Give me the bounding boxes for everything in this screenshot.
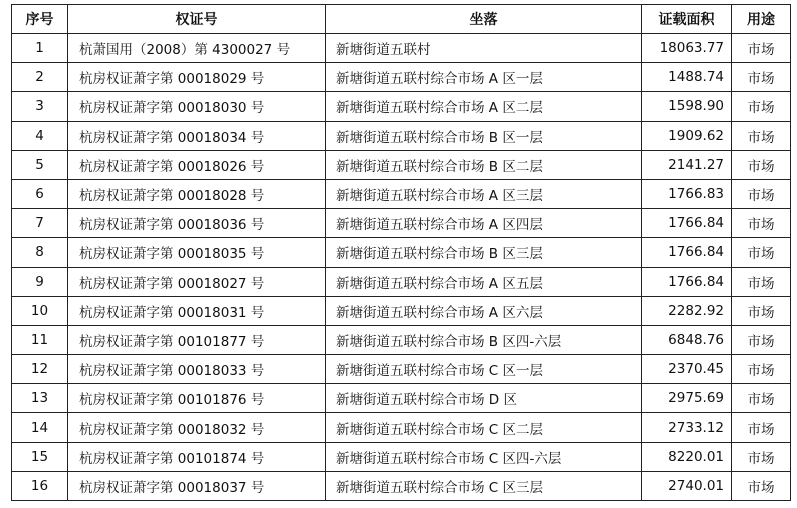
cell-cert: 杭房权证萧字第 00018028 号 xyxy=(68,179,326,208)
cell-use: 市场 xyxy=(732,413,791,442)
cell-use: 市场 xyxy=(732,63,791,92)
table-row xyxy=(12,63,791,92)
cell-no: 16 xyxy=(12,471,68,500)
cell-cert: 杭房权证萧字第 00018034 号 xyxy=(68,121,326,150)
cell-cert: 杭房权证萧字第 00018031 号 xyxy=(68,296,326,325)
table-row xyxy=(12,267,791,296)
cell-no: 13 xyxy=(12,384,68,413)
cell-no: 4 xyxy=(12,121,68,150)
table-row xyxy=(12,121,791,150)
table-body xyxy=(12,34,791,501)
cell-location: 新塘街道五联村综合市场 B 区三层 xyxy=(326,238,642,267)
cell-use: 市场 xyxy=(732,238,791,267)
cell-location: 新塘街道五联村综合市场 A 区四层 xyxy=(326,209,642,238)
cell-location: 新塘街道五联村综合市场 C 区四-六层 xyxy=(326,442,642,471)
cell-cert: 杭房权证萧字第 00018029 号 xyxy=(68,63,326,92)
table-row xyxy=(12,325,791,354)
cell-use: 市场 xyxy=(732,442,791,471)
cell-no: 7 xyxy=(12,209,68,238)
cell-no: 2 xyxy=(12,63,68,92)
cell-area: 1766.84 xyxy=(642,238,732,267)
cell-cert: 杭房权证萧字第 00018035 号 xyxy=(68,238,326,267)
cell-use: 市场 xyxy=(732,209,791,238)
cell-cert: 杭房权证萧字第 00018027 号 xyxy=(68,267,326,296)
table-row xyxy=(12,442,791,471)
cell-no: 15 xyxy=(12,442,68,471)
cell-area: 8220.01 xyxy=(642,442,732,471)
cell-use: 市场 xyxy=(732,384,791,413)
cell-area: 2370.45 xyxy=(642,355,732,384)
cell-area: 1766.84 xyxy=(642,209,732,238)
cell-no: 10 xyxy=(12,296,68,325)
table-row xyxy=(12,150,791,179)
cell-location: 新塘街道五联村综合市场 A 区二层 xyxy=(326,92,642,121)
cell-use: 市场 xyxy=(732,34,791,63)
cell-location: 新塘街道五联村综合市场 D 区 xyxy=(326,384,642,413)
cell-location: 新塘街道五联村综合市场 C 区二层 xyxy=(326,413,642,442)
table-row xyxy=(12,34,791,63)
table-row xyxy=(12,92,791,121)
cell-area: 2740.01 xyxy=(642,471,732,500)
property-certificate-table xyxy=(11,4,791,501)
cell-use: 市场 xyxy=(732,267,791,296)
cell-area: 1909.62 xyxy=(642,121,732,150)
cell-location: 新塘街道五联村综合市场 B 区四-六层 xyxy=(326,325,642,354)
cell-use: 市场 xyxy=(732,150,791,179)
cell-cert: 杭房权证萧字第 00018032 号 xyxy=(68,413,326,442)
header-no: 序号 xyxy=(12,5,68,34)
cell-location: 新塘街道五联村综合市场 A 区三层 xyxy=(326,179,642,208)
header-row xyxy=(12,5,791,34)
cell-location: 新塘街道五联村综合市场 B 区一层 xyxy=(326,121,642,150)
cell-no: 9 xyxy=(12,267,68,296)
cell-cert: 杭萧国用（2008）第 4300027 号 xyxy=(68,34,326,63)
header-use: 用途 xyxy=(732,5,791,34)
cell-location: 新塘街道五联村综合市场 C 区一层 xyxy=(326,355,642,384)
table-row xyxy=(12,471,791,500)
cell-cert: 杭房权证萧字第 00101877 号 xyxy=(68,325,326,354)
table-header xyxy=(12,5,791,34)
cell-location: 新塘街道五联村综合市场 A 区六层 xyxy=(326,296,642,325)
cell-area: 1766.83 xyxy=(642,179,732,208)
cell-area: 1598.90 xyxy=(642,92,732,121)
cell-cert: 杭房权证萧字第 00018030 号 xyxy=(68,92,326,121)
cell-cert: 杭房权证萧字第 00018033 号 xyxy=(68,355,326,384)
cell-use: 市场 xyxy=(732,121,791,150)
cell-area: 18063.77 xyxy=(642,34,732,63)
cell-location: 新塘街道五联村综合市场 B 区二层 xyxy=(326,150,642,179)
cell-no: 3 xyxy=(12,92,68,121)
table-row xyxy=(12,179,791,208)
cell-location: 新塘街道五联村综合市场 C 区三层 xyxy=(326,471,642,500)
cell-area: 6848.76 xyxy=(642,325,732,354)
cell-use: 市场 xyxy=(732,471,791,500)
cell-no: 14 xyxy=(12,413,68,442)
cell-area: 2975.69 xyxy=(642,384,732,413)
cell-use: 市场 xyxy=(732,92,791,121)
cell-cert: 杭房权证萧字第 00101876 号 xyxy=(68,384,326,413)
cell-use: 市场 xyxy=(732,325,791,354)
cell-location: 新塘街道五联村 xyxy=(326,34,642,63)
cell-no: 1 xyxy=(12,34,68,63)
cell-cert: 杭房权证萧字第 00101874 号 xyxy=(68,442,326,471)
header-cert: 权证号 xyxy=(68,5,326,34)
table-row xyxy=(12,384,791,413)
header-location: 坐落 xyxy=(326,5,642,34)
cell-no: 6 xyxy=(12,179,68,208)
table-row xyxy=(12,355,791,384)
table-row xyxy=(12,238,791,267)
cell-cert: 杭房权证萧字第 00018026 号 xyxy=(68,150,326,179)
cell-use: 市场 xyxy=(732,355,791,384)
cell-no: 8 xyxy=(12,238,68,267)
header-area: 证载面积 xyxy=(642,5,732,34)
cell-no: 12 xyxy=(12,355,68,384)
cell-use: 市场 xyxy=(732,296,791,325)
cell-area: 1488.74 xyxy=(642,63,732,92)
cell-area: 2282.92 xyxy=(642,296,732,325)
cell-area: 2733.12 xyxy=(642,413,732,442)
table-row xyxy=(12,296,791,325)
cell-location: 新塘街道五联村综合市场 A 区五层 xyxy=(326,267,642,296)
cell-no: 5 xyxy=(12,150,68,179)
cell-location: 新塘街道五联村综合市场 A 区一层 xyxy=(326,63,642,92)
cell-area: 1766.84 xyxy=(642,267,732,296)
cell-no: 11 xyxy=(12,325,68,354)
cell-area: 2141.27 xyxy=(642,150,732,179)
cell-use: 市场 xyxy=(732,179,791,208)
cell-cert: 杭房权证萧字第 00018036 号 xyxy=(68,209,326,238)
table-row xyxy=(12,209,791,238)
cell-cert: 杭房权证萧字第 00018037 号 xyxy=(68,471,326,500)
table-row xyxy=(12,413,791,442)
